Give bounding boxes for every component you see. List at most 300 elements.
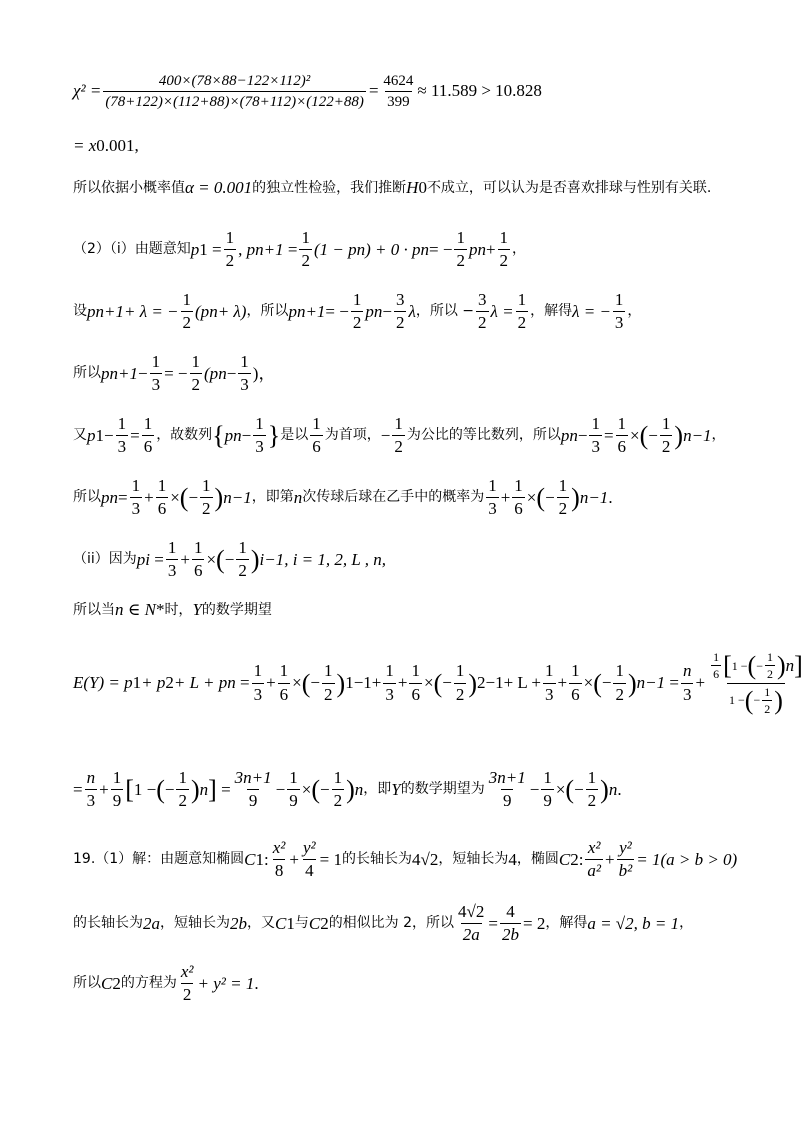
one-minus-pn: (1 − p bbox=[313, 239, 357, 259]
lambda-three-half-2 bbox=[476, 290, 489, 334]
ft2-n: 1 bbox=[488, 476, 497, 495]
qxa-n: x² bbox=[587, 838, 601, 857]
chi-eq: = bbox=[367, 81, 380, 101]
is-d: 6 bbox=[193, 561, 203, 581]
fs2-d: 6 bbox=[514, 499, 523, 519]
half-fraction-3 bbox=[454, 228, 467, 272]
q19-line: 19.（1）解：由题意知椭圆 C 1 : $\frac{\text{x²}}{8}$ + $\frac{\text{y²}}{4}$ = 1 的长轴长为 4√2 ，短轴长为 4 ，椭圆 C 2 : $\frac{\text{x²}}{\text{a²}}$ + $\frac{\text{y²}}{\text{b²}}$ = 1(a > b > 0) bbox=[73, 838, 738, 881]
q19c-so: 所以 bbox=[73, 975, 101, 992]
formula-eq: = bbox=[118, 487, 128, 507]
ey-s3-n: 1 bbox=[571, 661, 580, 681]
q19b-eq2: = 2 bbox=[522, 913, 546, 933]
half-den: 2 bbox=[225, 251, 235, 271]
lambda-eq-3: λ = bbox=[490, 301, 514, 321]
lambda-eq: + λ = − bbox=[123, 301, 179, 321]
final-3n1-2 bbox=[487, 768, 528, 812]
ey-s2-d: 6 bbox=[411, 684, 420, 704]
lambda-line: 设 p n+1 + λ = − $\frac{1}{2}$ (p n + λ) ，所以 p n+1 = − $\frac{1}{2}$ p n − $\frac{3}{2}$ λ ，所以 − $\frac{3}{2}$ λ = $\frac{1}{2}$ ，解得 λ = − $\frac{1}{3}$ ， bbox=[73, 290, 642, 333]
q19-second-line: 的长轴长为 2a ，短轴长为 2b ，又 C 1 与 C 2 的相似比为 2，所以 $\frac{4√2}{2a}$ = $\frac{4}{2b}$ = 2 ，解得 a = √2, b = 1 ， bbox=[73, 902, 694, 945]
fn9-d: 9 bbox=[112, 791, 122, 811]
critical-value-line: = x 0.001 , bbox=[73, 136, 139, 156]
fh4-n: 1 bbox=[333, 768, 343, 787]
ey-s2 bbox=[409, 661, 422, 705]
ey-h1-n: 1 bbox=[324, 661, 333, 681]
ey-t3-n: 1 bbox=[545, 661, 554, 681]
rh-d: 2 bbox=[191, 375, 201, 395]
q19-ellipse: ，椭圆 bbox=[516, 851, 559, 868]
q19b-also: ，又 bbox=[247, 915, 275, 932]
part-ii-line: （ii）因为 p i = $\frac{1}{3}$ + $\frac{1}{6}$ × ( − $\frac{1}{2}$ ) i−1 , i = 1, 2, L , n, bbox=[73, 538, 387, 581]
ey-s2-n: 1 bbox=[411, 661, 420, 681]
formula-n: n bbox=[293, 487, 303, 507]
rt2-d: 3 bbox=[240, 375, 249, 395]
fh5-d: 2 bbox=[587, 791, 597, 811]
part2-line: （2）（i）由题意知 p 1 = $\frac{1}{2}$ , p n+1 = $\frac{1}{2}$ (1 − p n ) + 0 · p n = − $\frac{1}{2}$ p n + $\frac{1}{2}$ ， bbox=[73, 228, 527, 271]
q19b-2b: 2b bbox=[230, 913, 247, 933]
ey-t2-n: 1 bbox=[385, 661, 394, 681]
q19-minor: ，短轴长为 bbox=[438, 851, 509, 868]
final-eq: = bbox=[73, 779, 83, 799]
gt2-d: 3 bbox=[255, 437, 264, 457]
rec-minus-2: − bbox=[226, 363, 237, 383]
ebs-n: 1 bbox=[713, 650, 720, 664]
ey-s3 bbox=[569, 661, 582, 705]
formula-text: ，即第 bbox=[251, 489, 294, 506]
qb1-d: 2a bbox=[462, 925, 480, 945]
qyb-d: b² bbox=[618, 861, 633, 881]
formula-pn: p bbox=[101, 487, 110, 507]
fs-d: 6 bbox=[157, 499, 167, 519]
q19-xa-frac bbox=[585, 838, 603, 882]
fh3-d: 2 bbox=[178, 791, 187, 811]
qy-n: y² bbox=[303, 838, 316, 857]
exp-when: 时， bbox=[164, 601, 193, 618]
rh-n: 1 bbox=[191, 352, 201, 371]
geo-sixth-2 bbox=[310, 414, 323, 458]
fn92-n: 1 bbox=[289, 768, 298, 787]
conclusion-text-c: 的独立性检验，我们推断 bbox=[252, 179, 407, 196]
critical-end: , bbox=[134, 136, 139, 155]
half-num-3: 1 bbox=[456, 228, 465, 247]
qx-n: x² bbox=[272, 838, 286, 857]
half-fraction-4 bbox=[498, 228, 511, 272]
chi-numerator: 400×(78×88−122×112)² bbox=[158, 73, 311, 89]
geo-minus-2: − bbox=[241, 425, 252, 445]
lambda-solve: ，解得 bbox=[530, 303, 573, 320]
ii-range: , i = 1, 2, L , n, bbox=[284, 549, 387, 569]
q19-colon: : bbox=[264, 849, 269, 869]
expectation-intro-line: 所以当 n ∈ N * 时， Y 的数学期望 bbox=[73, 600, 272, 620]
q19b-frac2 bbox=[500, 902, 521, 946]
gt-n: 1 bbox=[117, 414, 127, 433]
ey-s3-d: 6 bbox=[571, 684, 580, 704]
gs-n: 1 bbox=[143, 414, 153, 433]
chi-value-num: 4624 bbox=[383, 73, 414, 89]
q19b-ratio: 的相似比为 2，所以 bbox=[328, 915, 455, 932]
ey-h1 bbox=[322, 661, 335, 705]
chi-denominator: (78+122)×(112+88)×(78+112)×(122+88) bbox=[103, 91, 366, 111]
q19-eq1: = 1 bbox=[319, 849, 342, 869]
formula-third-2 bbox=[486, 476, 499, 520]
lambda-sym: λ bbox=[408, 301, 416, 321]
exp-text: 的数学期望 bbox=[201, 601, 272, 618]
ey-h2 bbox=[454, 661, 467, 705]
q19-major: 的长轴长为 bbox=[342, 851, 412, 868]
formula-neg: − bbox=[188, 487, 199, 507]
q19b-comma: ， bbox=[679, 915, 694, 932]
ey-plus: + p bbox=[141, 673, 166, 693]
fh-n: 1 bbox=[202, 476, 211, 495]
ey-t1-d: 3 bbox=[253, 684, 263, 704]
fh3-n: 1 bbox=[178, 768, 187, 787]
q19c-frac bbox=[179, 962, 196, 1006]
exp-so: 所以当 bbox=[73, 601, 115, 618]
ey-lhs: E(Y) = p bbox=[73, 673, 133, 693]
qb2-n: 4 bbox=[506, 902, 515, 921]
fn3-d: 3 bbox=[86, 791, 96, 811]
half-den-4: 2 bbox=[499, 251, 509, 271]
it-d: 3 bbox=[167, 561, 177, 581]
formula-sixth-2 bbox=[512, 476, 525, 520]
formula-times-2: × bbox=[526, 487, 537, 507]
half-num: 1 bbox=[225, 228, 235, 247]
ii-sixth bbox=[192, 538, 205, 582]
ebh-d: 2 bbox=[766, 667, 773, 682]
chi-lhs: χ² = bbox=[73, 81, 102, 101]
lh3-n: 1 bbox=[517, 290, 527, 309]
gh2-n: 1 bbox=[661, 414, 671, 433]
rec-paren: (p bbox=[204, 363, 219, 383]
chi-value-den: 399 bbox=[385, 91, 412, 111]
formula-plus: + bbox=[144, 487, 154, 507]
ii-half bbox=[236, 538, 249, 582]
q19-y-frac bbox=[301, 838, 318, 882]
ey-n3-d: 3 bbox=[682, 684, 692, 704]
geo-times: × bbox=[630, 425, 640, 445]
gt2-n: 1 bbox=[255, 414, 264, 433]
lambda-half-3 bbox=[516, 290, 529, 334]
q19-4root2: 4√2 bbox=[412, 849, 439, 869]
half-num-4: 1 bbox=[499, 228, 509, 247]
ey-h2-d: 2 bbox=[455, 684, 465, 704]
fs-n: 1 bbox=[157, 476, 167, 495]
q19-colon-2: : bbox=[578, 849, 584, 869]
q19b-C2: C bbox=[308, 913, 321, 933]
final-ie: ，即 bbox=[363, 781, 392, 798]
lh3-d: 2 bbox=[517, 313, 527, 333]
geo-third-3 bbox=[589, 414, 602, 458]
ebs-d: 6 bbox=[713, 667, 720, 682]
lth2-n: 3 bbox=[478, 290, 487, 309]
geo-pn: p bbox=[224, 425, 234, 445]
conclusion-text-e: 不成立，可以认为是否喜欢排球与性别有关联. bbox=[426, 179, 712, 196]
ey-h3 bbox=[613, 661, 626, 705]
formula-third bbox=[130, 476, 143, 520]
f3n12-d: 9 bbox=[502, 791, 512, 811]
q19c-C2: C bbox=[101, 973, 113, 993]
rec-half bbox=[190, 352, 203, 396]
ii-third bbox=[166, 538, 179, 582]
gh2-d: 2 bbox=[661, 437, 671, 457]
lambda-comma: ， bbox=[627, 303, 642, 320]
gh-d: 2 bbox=[394, 437, 403, 457]
q19b-major: 的长轴长为 bbox=[73, 915, 143, 932]
q19b-minor: ，短轴长为 bbox=[160, 915, 230, 932]
ey-dots: + L + p bbox=[173, 673, 228, 693]
fn9-n: 1 bbox=[112, 768, 122, 787]
lambda-paren: (p bbox=[195, 301, 210, 321]
formula-text-2: 次传球后球在乙手中的概率为 bbox=[302, 489, 485, 506]
ebh2-d: 2 bbox=[764, 702, 771, 717]
lambda-text-1: 设 bbox=[73, 303, 87, 320]
geo-pn-2: p bbox=[560, 425, 570, 445]
rec-third bbox=[150, 352, 163, 396]
ft2-d: 3 bbox=[488, 499, 497, 519]
half-fraction-2 bbox=[299, 228, 312, 272]
ey-big-half bbox=[765, 650, 775, 682]
half-num-2: 1 bbox=[301, 228, 310, 247]
lth-n: 3 bbox=[395, 290, 405, 309]
lh1-n: 1 bbox=[182, 290, 192, 309]
eq-minus: = − bbox=[429, 239, 453, 259]
half-den-3: 2 bbox=[456, 251, 465, 271]
final-n3 bbox=[85, 768, 98, 812]
formula-sixth bbox=[156, 476, 169, 520]
ey-t1-n: 1 bbox=[253, 661, 263, 681]
part2-label: （2）（i）由题意知 bbox=[73, 241, 191, 258]
geo-sixth-3 bbox=[616, 414, 629, 458]
q19b-frac1 bbox=[456, 902, 486, 946]
ii-times: × bbox=[206, 549, 217, 569]
gs2-n: 1 bbox=[312, 414, 321, 433]
rec-end: )， bbox=[252, 363, 276, 383]
final-half-2 bbox=[332, 768, 345, 812]
formula-times: × bbox=[170, 487, 180, 507]
ii-neg: − bbox=[224, 549, 235, 569]
fn3-n: n bbox=[86, 768, 96, 787]
geo-ratio: 为公比的等比数列，所以 bbox=[406, 427, 561, 444]
fn93-d: 9 bbox=[543, 791, 552, 811]
exp-n-in-N: n ∈ N bbox=[115, 600, 156, 619]
fs2-n: 1 bbox=[514, 476, 523, 495]
lth2-d: 2 bbox=[478, 313, 487, 333]
fn92-d: 9 bbox=[289, 791, 298, 811]
rec-p: p bbox=[101, 363, 110, 383]
fh5-n: 1 bbox=[587, 768, 597, 787]
geo-first: 为首项， bbox=[324, 427, 381, 444]
conclusion-line: 所以依据小概率值 α = 0.001 的独立性检验，我们推断 H 0 不成立，可以认为是否喜欢排球与性别有关联. bbox=[73, 178, 712, 198]
qx-d: 8 bbox=[274, 861, 284, 881]
geo-p1: p bbox=[87, 425, 96, 445]
formula-period: . bbox=[608, 487, 613, 507]
lambda-third bbox=[613, 290, 626, 334]
q19b-and: 与 bbox=[294, 915, 309, 932]
final-3n1 bbox=[233, 768, 274, 812]
rec-eq: = − bbox=[164, 363, 188, 383]
conclusion-text-a: 所以依据小概率值 bbox=[73, 179, 185, 196]
q19b-solve: ，解得 bbox=[545, 915, 588, 932]
lh2-d: 2 bbox=[352, 313, 362, 333]
ih-n: 1 bbox=[238, 538, 247, 557]
geo-minus-3: − bbox=[577, 425, 588, 445]
zero-times-pn: ) + 0 · p bbox=[365, 239, 421, 259]
formula-line: 所以 p n = $\frac{1}{3}$ + $\frac{1}{6}$ × ( − $\frac{1}{2}$ ) n−1 ，即第 n 次传球后球在乙手中的概率为 $\frac{1}{3}$ + $\frac{1}{6}$ × ( − $\frac{1}{2}$ ) n−1 . bbox=[73, 476, 613, 519]
q19c-eqn: 的方程为 bbox=[120, 975, 177, 992]
formula-plus-2: + bbox=[500, 487, 511, 507]
ey-h1-d: 2 bbox=[324, 684, 333, 704]
lambda-so-2: ，所以 − bbox=[415, 303, 475, 320]
ft-n: 1 bbox=[131, 476, 141, 495]
chi-tail: ≈ 11.589 > 10.828 bbox=[417, 81, 542, 101]
ey-n3-n: n bbox=[682, 661, 692, 681]
geo-eq: = bbox=[130, 425, 140, 445]
h0-symbol: H bbox=[406, 178, 419, 197]
lambda-eq-2: = − bbox=[325, 301, 349, 321]
plus-sign: + bbox=[485, 239, 496, 259]
fh2-n: 1 bbox=[558, 476, 568, 495]
q19b-eq: = bbox=[488, 913, 498, 933]
gt3-d: 3 bbox=[591, 437, 600, 457]
ii-plus: + bbox=[180, 549, 190, 569]
ey-big-fraction: $\frac{1}{6}$ [ 1 − ( − $\frac{1}{2}$ ) n ] 1 − ( − $\frac{1}{2}$ ) bbox=[713, 650, 803, 717]
is-n: 1 bbox=[193, 538, 203, 557]
rec-third-2 bbox=[238, 352, 251, 396]
gt-d: 3 bbox=[117, 437, 127, 457]
geo-half-2 bbox=[660, 414, 673, 458]
pn-symbol-3: p bbox=[468, 239, 478, 259]
geo-is: 是以 bbox=[280, 427, 309, 444]
lambda-minus: − bbox=[382, 301, 392, 321]
critical-lhs: = x bbox=[73, 136, 97, 155]
ey-one-minus: 1 − bbox=[729, 693, 745, 708]
chi-square-line bbox=[73, 72, 760, 111]
q19-C1: C bbox=[244, 849, 256, 869]
rt2-n: 1 bbox=[240, 352, 249, 371]
q19b-result: a = √2, b = 1 bbox=[587, 913, 680, 933]
geo-neg-2: − bbox=[648, 425, 658, 445]
lambda-so: ，所以 bbox=[246, 303, 289, 320]
rec-minus: − bbox=[137, 363, 148, 383]
final-half-3 bbox=[586, 768, 599, 812]
f3n1-n: 3n+1 bbox=[234, 768, 272, 787]
ey-t3-d: 3 bbox=[545, 684, 554, 704]
half-fraction bbox=[224, 228, 237, 272]
q19c-period: . bbox=[254, 973, 259, 993]
fh2-d: 2 bbox=[558, 499, 568, 519]
q19-eq2: = 1(a > b > 0) bbox=[636, 849, 738, 869]
lambda-result: λ = − bbox=[572, 301, 611, 321]
lambda-pn: p bbox=[365, 301, 374, 321]
q19-yb-frac bbox=[617, 838, 635, 882]
gs-d: 6 bbox=[143, 437, 153, 457]
comma: ， bbox=[512, 241, 527, 258]
ey-big-sixth bbox=[711, 650, 721, 682]
ey-s1-n: 1 bbox=[279, 661, 289, 681]
gs3-d: 6 bbox=[617, 437, 627, 457]
ey-t2-d: 3 bbox=[385, 684, 394, 704]
ey-t2 bbox=[383, 661, 396, 705]
formula-half-2 bbox=[557, 476, 570, 520]
exp-Y: Y bbox=[192, 600, 202, 619]
ii-p: p bbox=[136, 549, 146, 569]
final-Y: Y bbox=[391, 779, 401, 799]
lt-d: 3 bbox=[614, 313, 624, 333]
geo-half bbox=[392, 414, 405, 458]
pn1-symbol: p bbox=[246, 239, 256, 259]
q19-4: 4 bbox=[508, 849, 517, 869]
lth-d: 2 bbox=[395, 313, 405, 333]
ey-t3 bbox=[543, 661, 556, 705]
formula-so: 所以 bbox=[73, 489, 101, 506]
ft-d: 3 bbox=[131, 499, 141, 519]
geo-also: 又 bbox=[73, 427, 87, 444]
lambda-half-1 bbox=[181, 290, 194, 334]
q19b-C1: C bbox=[275, 913, 287, 933]
final-bracket: 1 − bbox=[133, 779, 157, 799]
f3n1-d: 9 bbox=[248, 791, 258, 811]
qxa-d: a² bbox=[587, 861, 602, 881]
ey-bracket: 1 − bbox=[731, 658, 748, 673]
ey-s1-d: 6 bbox=[279, 684, 289, 704]
rt-n: 1 bbox=[151, 352, 161, 371]
ey-h3-d: 2 bbox=[615, 684, 624, 704]
fn93-n: 1 bbox=[543, 768, 552, 787]
geo-comma: ， bbox=[711, 427, 726, 444]
qb1-n: 4√2 bbox=[458, 902, 485, 921]
geo-seq: ，故数列 bbox=[156, 427, 213, 444]
rec-so: 所以 bbox=[73, 365, 101, 382]
q19b-2a: 2a bbox=[143, 913, 160, 933]
formula-half bbox=[200, 476, 213, 520]
it-n: 1 bbox=[167, 538, 177, 557]
geo-sixth bbox=[142, 414, 155, 458]
ebh-n: 1 bbox=[766, 650, 773, 664]
qy-d: 4 bbox=[305, 861, 314, 881]
gs2-d: 6 bbox=[312, 437, 321, 457]
chi-value-fraction bbox=[381, 72, 415, 111]
expectation-final-line: = $\frac{n}{3}$ + $\frac{1}{9}$ [ 1 − ( − $\frac{1}{2}$ ) n ] = $\frac{3n+1}{9}$ − $\frac{1}{9}$ × ( − $\frac{1}{2}$ ) n ，即 Y 的数学期望为 $\frac{3n+1}{9}$ − $\frac{1}{9}$ × ( − $\frac{1}{2}$ ) n . bbox=[73, 768, 622, 811]
ey-big-half-2 bbox=[762, 685, 772, 717]
gh-n: 1 bbox=[394, 414, 403, 433]
ii-label: （ii）因为 bbox=[73, 551, 137, 568]
geo-neg: − bbox=[380, 425, 391, 445]
ey-h3-n: 1 bbox=[615, 661, 624, 681]
final-half bbox=[176, 768, 189, 812]
q19c-rest: + y² = 1 bbox=[197, 973, 255, 993]
alpha-value: α = 0.001 bbox=[185, 178, 253, 197]
final-ninth-3 bbox=[541, 768, 554, 812]
fh-d: 2 bbox=[202, 499, 211, 519]
ebh2-n: 1 bbox=[764, 684, 771, 699]
p1-symbol: p bbox=[190, 239, 200, 259]
final-text: 的数学期望为 bbox=[400, 781, 485, 798]
fh4-d: 2 bbox=[333, 791, 343, 811]
q19-third-line: 所以 C 2 的方程为 $\frac{\text{x²}}{2}$ + y² = 1 . bbox=[73, 962, 259, 1005]
ey-s1 bbox=[278, 661, 291, 705]
ey-t1 bbox=[252, 661, 265, 705]
lh2-n: 1 bbox=[352, 290, 362, 309]
geo-minus: − bbox=[104, 425, 114, 445]
qb2-d: 2b bbox=[501, 925, 519, 945]
q19-x-frac bbox=[271, 838, 288, 882]
ey-h2-n: 1 bbox=[455, 661, 465, 681]
final-ninth bbox=[111, 768, 124, 812]
gt3-n: 1 bbox=[591, 414, 600, 433]
lambda-p: p bbox=[87, 301, 96, 321]
lambda-three-half bbox=[394, 290, 407, 334]
q19-label: 19.（1）解：由题意知椭圆 bbox=[73, 851, 245, 868]
ey-n3 bbox=[681, 661, 694, 705]
